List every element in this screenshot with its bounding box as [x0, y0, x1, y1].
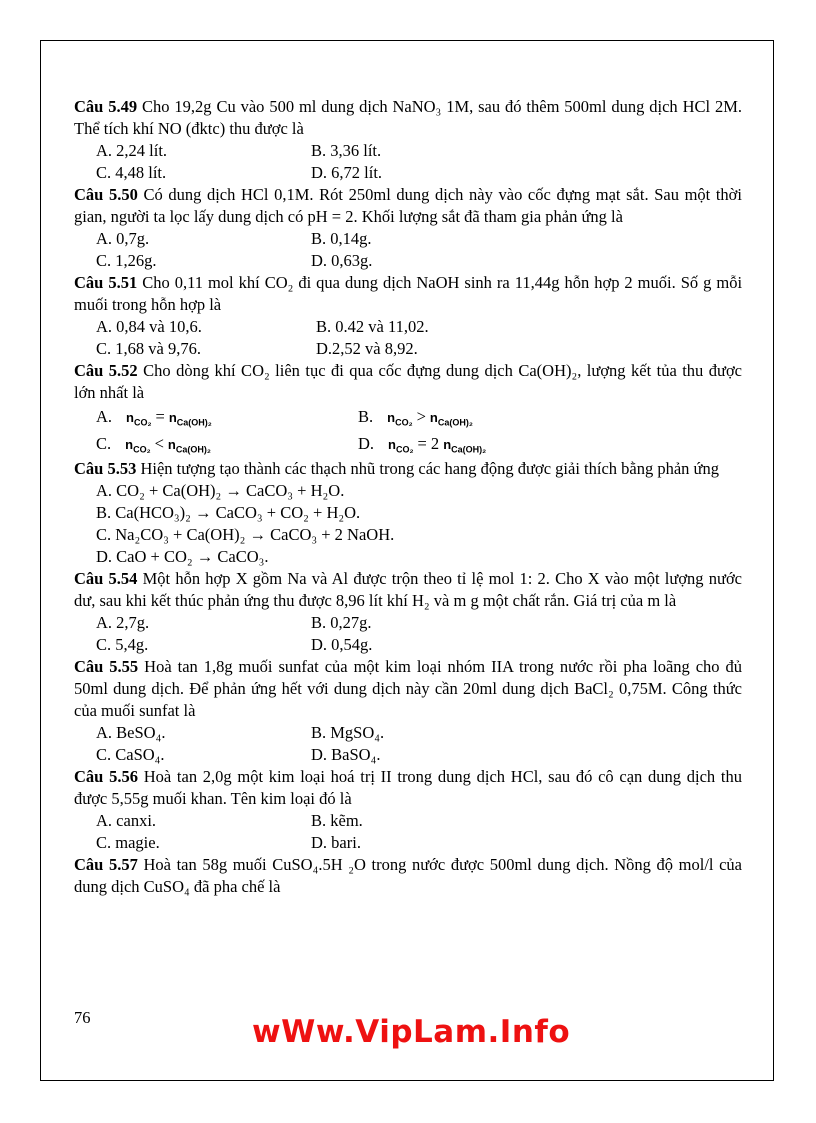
question-5-55: Câu 5.55 Hoà tan 1,8g muối sunfat của một kim loại nhóm IIA trong nước rồi pha loãng cho đủ 50ml dung dịch. Để phản ứng hết với dung dịch này cần 20ml dung dịch BaCl₂ 0,75M. Công thức của muối sunfat là — [74, 657, 743, 720]
option-d: D. bari. — [311, 833, 361, 852]
option-d: D. 0,54g. — [311, 635, 373, 654]
question-5-56: Câu 5.56 Hoà tan 2,0g một kim loại hoá trị II trong dung dịch HCl, sau đó cô cạn dung dịch thu được 5,55g muối khan. Tên kim loại đó là — [74, 767, 742, 808]
option-d: D. BaSO₄. — [311, 745, 381, 764]
option-c: C. 5,4g. — [96, 635, 149, 654]
option-b: B. 0,27g. — [311, 613, 372, 632]
question-5-52: Câu 5.52 Cho dòng khí CO₂ liên tục đi qua cốc đựng dung dịch Ca(OH)₂, lượng kết tủa thu được lớn nhất là — [74, 361, 742, 402]
option-a: A. 0,7g. — [96, 229, 150, 248]
option-b: B. kẽm. — [311, 811, 363, 830]
option-b: B. Ca(HCO₃)₂ → CaCO₃ + CO₂ + H₂O. — [96, 503, 361, 522]
question-5-50: Câu 5.50 Có dung dịch HCl 0,1M. Rót 250ml dung dịch này vào cốc đựng mạt sắt. Sau một thời gian, người ta lọc lấy dung dịch có pH = 2. Khối lượng sắt đã tham gia phản ứng là — [74, 185, 742, 226]
option-a: A. $n_{CO_2}$ = $n_{Ca(OH)_2}$ — [96, 407, 212, 428]
document-body — [74, 96, 742, 898]
option-b: B. MgSO₄. — [311, 723, 385, 742]
option-d: D. 0,63g. — [311, 251, 373, 270]
page-number: 76 — [74, 1008, 91, 1027]
option-c: C. $n_{CO_2}$ < $n_{Ca(OH)_2}$ — [96, 434, 211, 455]
options-5-55 — [74, 722, 742, 766]
option-b: B. $n_{CO_2}$ > $n_{Ca(OH)_2}$ — [358, 407, 473, 428]
option-d: D. 6,72 lít. — [311, 163, 383, 182]
option-a: A. 0,84 và 10,6. — [96, 317, 202, 336]
option-b: B. 3,36 lít. — [311, 141, 382, 160]
options-5-49 — [74, 140, 742, 184]
option-c: C. magie. — [96, 833, 160, 852]
option-d: D. CaO + CO₂ → CaCO₃. — [96, 547, 269, 566]
question-5-51: Câu 5.51 Cho 0,11 mol khí CO₂ đi qua dung dịch NaOH sinh ra 11,44g hỗn hợp 2 muối. Số g mỗi muối trong hỗn hợp là — [74, 273, 743, 314]
option-b: B. 0.42 và 11,02. — [316, 317, 429, 336]
option-c: C. 1,26g. — [96, 251, 157, 270]
option-d: D. $n_{CO_2}$ = 2 $n_{Ca(OH)_2}$ — [358, 434, 487, 455]
question-5-54: Câu 5.54 Một hỗn hợp X gồm Na và Al được trộn theo tỉ lệ mol 1: 2. Cho X vào một lượng nước dư, sau khi kết thúc phản ứng thu được 8,96 lít khí H₂ và m g một chất rắn. Giá trị của m là — [74, 569, 742, 610]
option-a: A. 2,7g. — [96, 613, 150, 632]
option-a: A. canxi. — [96, 811, 157, 830]
option-a: A. 2,24 lít. — [96, 141, 168, 160]
question-5-49: Câu 5.49 Cho 19,2g Cu vào 500 ml dung dịch NaNO₃ 1M, sau đó thêm 500ml dung dịch HCl 2M. Thể tích khí NO (đktc) thu được là — [74, 97, 743, 138]
option-a: A. CO₂ + Ca(OH)₂ → CaCO₃ + H₂O. — [96, 481, 345, 500]
options-5-56 — [74, 810, 742, 854]
option-c: C. 4,48 lít. — [96, 163, 167, 182]
option-c: C. CaSO₄. — [96, 745, 165, 764]
watermark-logo: wWw.VipLam.Info — [252, 1014, 571, 1050]
options-5-52 — [74, 404, 742, 458]
options-5-53 — [74, 480, 742, 568]
option-a: A. BeSO₄. — [96, 723, 166, 742]
question-5-57: Câu 5.57 Hoà tan 58g muối CuSO₄.5H ₂O trong nước được 500ml dung dịch. Nồng độ mol/l của dung dịch CuSO₄ đã pha chế là — [74, 855, 743, 896]
options-5-51 — [74, 316, 742, 360]
options-5-54 — [74, 612, 742, 656]
option-c: C. 1,68 và 9,76. — [96, 339, 201, 358]
option-d: D.2,52 và 8,92. — [316, 339, 418, 358]
option-b: B. 0,14g. — [311, 229, 372, 248]
options-5-50 — [74, 228, 742, 272]
option-c: C. Na₂CO₃ + Ca(OH)₂ → CaCO₃ + 2 NaOH. — [96, 525, 395, 544]
question-5-53: Câu 5.53 Hiện tượng tạo thành các thạch nhũ trong các hang động được giải thích bằng phản ứng — [74, 459, 719, 478]
